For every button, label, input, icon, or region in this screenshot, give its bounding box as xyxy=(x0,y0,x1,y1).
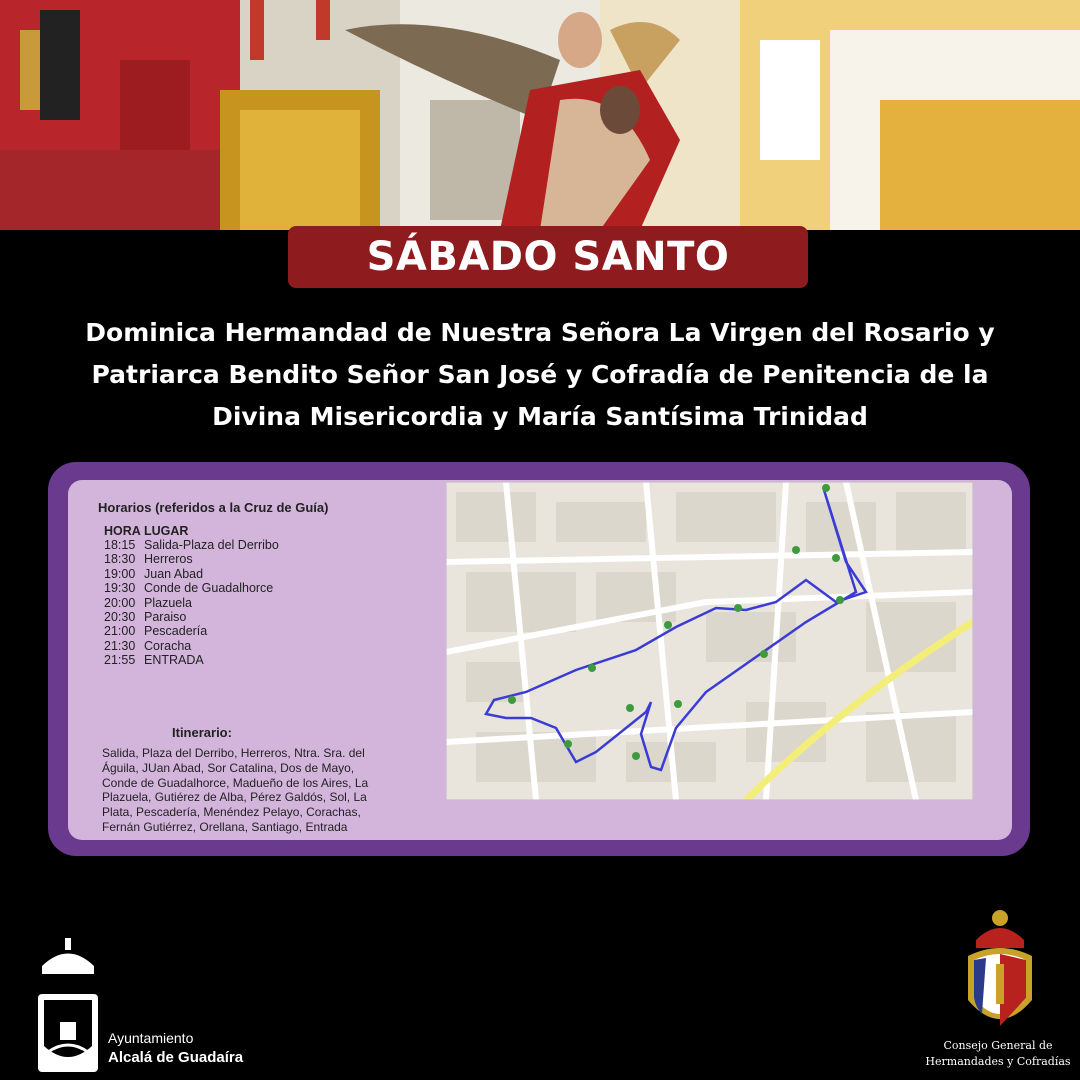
schedule-row xyxy=(104,639,279,653)
schedule-place: Herreros xyxy=(144,552,193,567)
itinerary-text: Salida, Plaza del Derribo, Herreros, Ntra. Sra. del Águila, JUan Abad, Sor Catalina, Dos de Mayo, Conde de Guadalhorce, Madueño de los Aires, La Plazuela, Gutiérez de Alba, Pérez Galdós, Sol, La Plata, Pescadería, Menéndez Pelayo, Corachas, Fernán Gutiérrez, Orellana, Santiago, Entrada xyxy=(102,746,369,834)
schedule-table xyxy=(104,524,279,668)
schedule-row xyxy=(104,581,279,595)
ayuntamiento-line1: Ayuntamiento xyxy=(108,1030,194,1046)
schedule-place: Paraiso xyxy=(144,610,187,625)
schedule-time: 20:00 xyxy=(104,595,136,610)
page-title: SÁBADO SANTO xyxy=(366,234,730,280)
schedule-time: 21:00 xyxy=(104,624,136,639)
consejo-line2: Hermandades y Cofradías xyxy=(925,1055,1071,1068)
hero-photo xyxy=(0,0,1080,230)
schedule-row xyxy=(104,538,279,552)
schedule-row xyxy=(104,596,279,610)
schedule-row xyxy=(104,624,279,638)
brotherhood-name: Dominica Hermandad de Nuestra Señora La Virgen del Rosario y Patriarca Bendito Señor San José y Cofradía de Penitencia de la Divina Misericordia y María Santísima Trinidad xyxy=(85,318,995,431)
schedule-time: 21:55 xyxy=(104,653,136,668)
schedule-place: Coracha xyxy=(144,638,192,653)
ayuntamiento-label xyxy=(108,1028,243,1068)
itinerary-title: Itinerario: xyxy=(172,725,232,740)
schedule-time: 18:15 xyxy=(104,538,136,552)
consejo-line1: Consejo General de xyxy=(943,1039,1053,1052)
column-header-hora: HORA xyxy=(104,524,141,538)
schedule-time: 19:30 xyxy=(104,581,136,596)
schedule-row xyxy=(104,653,279,667)
schedule-place: Pescadería xyxy=(144,624,208,639)
schedule-title: Horarios (referidos a la Cruz de Guía) xyxy=(98,500,329,515)
schedule-place: Juan Abad xyxy=(144,566,204,581)
schedule-place: Salida-Plaza del Derribo xyxy=(144,538,279,552)
route-map xyxy=(446,482,973,800)
ayuntamiento-line2: Alcalá de Guadaíra xyxy=(108,1049,244,1066)
schedule-place: Conde de Guadalhorce xyxy=(144,581,274,596)
title-badge xyxy=(288,226,808,288)
schedule-time: 19:00 xyxy=(104,566,136,581)
column-header-lugar: LUGAR xyxy=(144,524,189,538)
schedule-place: ENTRADA xyxy=(144,653,204,668)
schedule-row xyxy=(104,567,279,581)
consejo-label xyxy=(916,1038,1080,1070)
schedule-time: 20:30 xyxy=(104,610,136,625)
schedule-row xyxy=(104,552,279,566)
consejo-crest xyxy=(958,904,1042,1040)
ayuntamiento-crest xyxy=(32,936,104,1074)
schedule-place: Plazuela xyxy=(144,595,192,610)
schedule-time: 21:30 xyxy=(104,638,136,653)
schedule-row xyxy=(104,610,279,624)
schedule-time: 18:30 xyxy=(104,552,136,567)
